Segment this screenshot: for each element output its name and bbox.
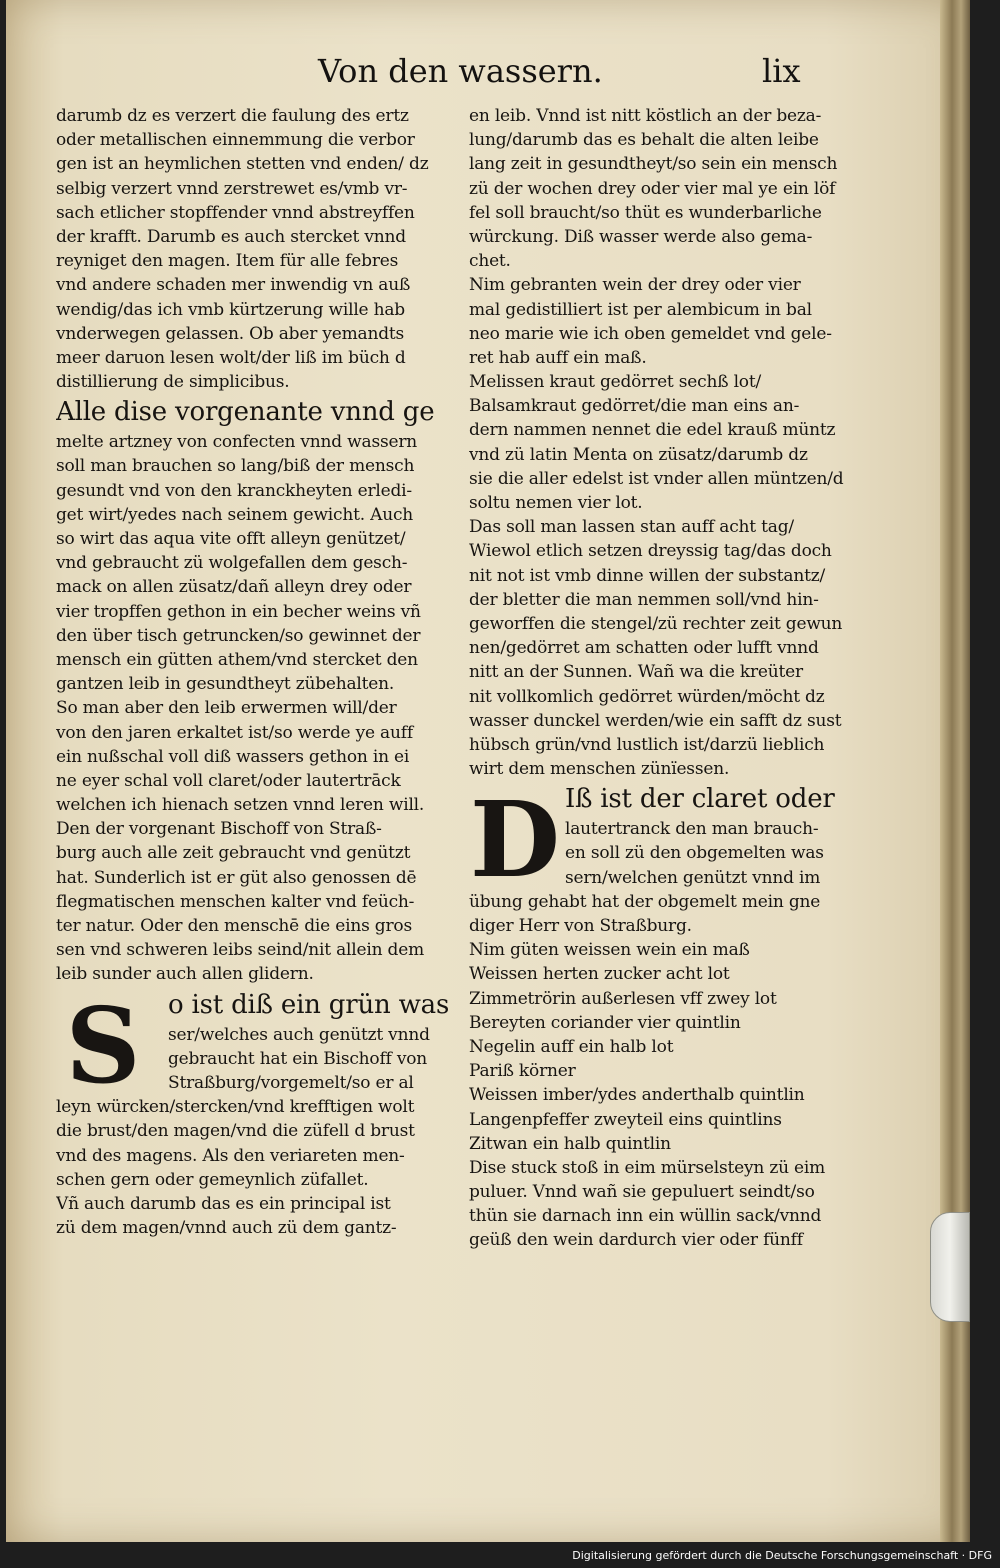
text-line: wasser dunckel werden/wie ein safft dz sust xyxy=(469,710,842,731)
text-line: welchen ich hienach setzen vnnd leren will. xyxy=(56,795,425,816)
text-line: dern nammen nennet die edel krauß müntz xyxy=(469,420,836,441)
recipe-line: Bereyten coriander vier quintlin xyxy=(469,1012,741,1033)
text-line: burg auch alle zeit gebraucht vnd genützt xyxy=(56,843,411,864)
text-line: So man aber den leib erwermen will/der xyxy=(56,698,397,719)
text-line: lautertranck den man brauch- xyxy=(565,819,819,840)
text-line: den über tisch getruncken/so gewinnet der xyxy=(56,625,421,646)
text-line: sie die aller edelst ist vnder allen müntzen/d xyxy=(469,468,844,489)
text-line: nitt an der Sunnen. Wañ wa die kreüter xyxy=(469,662,803,683)
recipe-list xyxy=(469,938,867,1156)
text-line: ter natur. Oder den menschē die eins gros xyxy=(56,916,412,936)
text-line: lung/darumb das es behalt die alten leibe xyxy=(469,130,819,151)
text-line: Melissen kraut gedörret sechß lot/ xyxy=(469,372,762,393)
text-line: Nim gebranten wein der drey oder vier xyxy=(469,275,801,296)
text-line: lang zeit in gesundtheyt/so sein ein mensch xyxy=(469,154,838,175)
text-line: Das soll man lassen stan auff acht tag/ xyxy=(469,517,794,538)
decorated-initial: D xyxy=(469,778,561,902)
text-line: wendig/das ich vmb kürtzerung wille hab xyxy=(56,299,405,320)
text-line: vnderwegen gelassen. Ob aber yemandts xyxy=(56,323,405,344)
text-line: reyniget den magen. Item für alle febres xyxy=(56,251,399,272)
running-title: Von den wassern. xyxy=(318,52,603,90)
recipe-line: Weissen imber/ydes anderthalb quintlin xyxy=(469,1085,805,1106)
text-line: ret hab auff ein maß. xyxy=(469,347,647,368)
paragraph xyxy=(56,394,450,696)
lead-line: Iß ist der claret oder xyxy=(565,784,835,815)
paragraph xyxy=(469,104,867,273)
text-line: darumb dz es verzert die faulung des ertz xyxy=(56,106,409,126)
recipe-line: Negelin auff ein halb lot xyxy=(469,1036,674,1057)
text-line: nit vollkomlich gedörret würden/möcht dz xyxy=(469,686,825,707)
text-line: vier tropffen gethon in ein becher weins vñ xyxy=(56,601,421,622)
text-line: thün sie darnach inn ein wüllin sack/vnnd xyxy=(469,1206,822,1227)
text-line: oder metallischen einnemmung die verbor xyxy=(56,130,415,151)
text-line: vnd gebraucht zü wolgefallen dem gesch- xyxy=(56,553,408,574)
text-line: mensch ein gütten athem/vnd stercket den xyxy=(56,649,418,670)
text-line: Vñ auch darumb das es ein principal ist xyxy=(56,1193,391,1214)
decorated-initial: S xyxy=(65,983,141,1107)
text-line: schen gern oder gemeynlich züfallet. xyxy=(56,1169,369,1190)
digitization-credit: Digitalisierung gefördert durch die Deutsche Forschungsgemeinschaft · DFG xyxy=(568,1547,996,1564)
recipe-line: Nim güten weissen wein ein maß xyxy=(469,940,750,961)
text-line: hübsch grün/vnd lustlich ist/darzü lieblich xyxy=(469,734,825,755)
text-line: gantzen leib in gesundtheyt zübehalten. xyxy=(56,674,395,695)
text-line: melte artzney von confecten vnnd wassern xyxy=(56,432,418,453)
text-line: fel soll braucht/so thüt es wunderbarliche xyxy=(469,202,822,223)
right-column xyxy=(469,104,867,1253)
recipe-line: Pariß körner xyxy=(469,1061,576,1082)
text-line: gebraucht hat ein Bischoff von xyxy=(168,1048,428,1069)
text-line: geüß den wein dardurch vier oder fünff xyxy=(469,1230,803,1251)
book-page xyxy=(6,0,970,1542)
text-line: so wirt das aqua vite offt alleyn genützet/ xyxy=(56,529,406,549)
text-line: wirt dem menschen zünïessen. xyxy=(469,759,730,780)
text-line: die brust/den magen/vnd die züfell d brust xyxy=(56,1121,415,1142)
lead-line: o ist diß ein grün was xyxy=(168,989,450,1020)
recipe-line: Langenpfeffer zweyteil eins quintlins xyxy=(469,1109,782,1130)
text-line: geworffen die stengel/zü rechter zeit gewun xyxy=(469,613,843,634)
text-line: soltu nemen vier lot. xyxy=(469,493,643,513)
paragraph xyxy=(56,1192,450,1240)
text-line: von den jaren erkaltet ist/so werde ye auff xyxy=(56,722,413,743)
text-line: sach etlicher stopffender vnnd abstreyffen xyxy=(56,202,415,223)
paragraph xyxy=(56,696,450,986)
text-line: en soll zü den obgemelten was xyxy=(565,843,824,864)
text-line: sern/welchen genützt vnnd im xyxy=(565,867,821,888)
text-line: leyn würcken/stercken/vnd krefftigen wolt xyxy=(56,1097,415,1118)
text-line: nen/gedörret am schatten oder lufft vnnd xyxy=(469,638,819,659)
text-line: neo marie wie ich oben gemeldet vnd gele- xyxy=(469,323,832,344)
text-line: mal gedistilliert ist per alembicum in bal xyxy=(469,299,812,320)
lead-line: Alle dise vorgenante vnnd ge xyxy=(56,397,435,428)
text-line: ein nußschal voll diß wassers gethon in ei xyxy=(56,746,410,767)
text-line: übung gehabt hat der obgemelt mein gne xyxy=(469,891,821,912)
text-line: diger Herr von Straßburg. xyxy=(469,916,692,936)
text-line: Balsamkraut gedörret/die man eins an- xyxy=(469,396,800,417)
text-line: zü der wochen drey oder vier mal ye ein löf xyxy=(469,178,836,199)
text-line: selbig verzert vnnd zerstrewet es/vmb vr- xyxy=(56,178,408,199)
text-line: vnd andere schaden mer inwendig vn auß xyxy=(56,275,411,296)
text-line: chet. xyxy=(469,251,511,272)
text-line: soll man brauchen so lang/biß der mensch xyxy=(56,456,415,477)
left-column xyxy=(56,104,450,1240)
text-line: gesundt vnd von den kranckheyten erledi- xyxy=(56,480,412,501)
paragraph xyxy=(469,273,867,515)
paragraph xyxy=(56,983,450,1192)
text-line: nit not ist vmb dinne willen der substantz/ xyxy=(469,565,825,586)
paragraph xyxy=(56,104,450,394)
text-line: würckung. Diß wasser werde also gema- xyxy=(469,226,813,247)
text-line: zü dem magen/vnnd auch zü dem gantz- xyxy=(56,1218,397,1239)
text-line: der bletter die man nemmen soll/vnd hin- xyxy=(469,589,819,610)
text-line: Den der vorgenant Bischoff von Straß- xyxy=(56,819,382,840)
folio-number: lix xyxy=(762,52,801,90)
text-line: vnd des magens. Als den veriareten men- xyxy=(56,1145,405,1166)
paragraph xyxy=(469,515,867,781)
text-line: der krafft. Darumb es auch stercket vnnd xyxy=(56,226,406,247)
text-line: sen vnd schweren leibs seind/nit allein dem xyxy=(56,940,424,961)
text-line: puluer. Vnnd wañ sie gepuluert seindt/so xyxy=(469,1182,815,1203)
text-line: Straßburg/vorgemelt/so er al xyxy=(168,1072,414,1093)
text-line: gen ist an heymlichen stetten vnd enden/ dz xyxy=(56,154,429,175)
text-line: ser/welches auch genützt vnnd xyxy=(168,1024,430,1045)
text-line: Wiewol etlich setzen dreyssig tag/das doch xyxy=(469,541,832,562)
text-line: hat. Sunderlich ist er güt also genossen dē xyxy=(56,867,417,888)
paragraph xyxy=(469,1156,867,1253)
page-clip xyxy=(930,1212,970,1322)
recipe-line: Zimmetrörin außerlesen vff zwey lot xyxy=(469,988,777,1009)
text-line: flegmatischen menschen kalter vnd feüch- xyxy=(56,891,415,912)
text-line: ne eyer schal voll claret/oder lautertrāck xyxy=(56,770,401,791)
recipe-line: Zitwan ein halb quintlin xyxy=(469,1133,671,1154)
text-line: distillierung de simplicibus. xyxy=(56,372,290,393)
paragraph xyxy=(469,778,867,938)
text-line: leib sunder auch allen glidern. xyxy=(56,964,314,985)
text-line: get wirt/yedes nach seinem gewicht. Auch xyxy=(56,504,414,525)
text-line: mack on allen züsatz/dañ alleyn drey oder xyxy=(56,577,412,598)
recipe-line: Weissen herten zucker acht lot xyxy=(469,964,730,985)
text-line: en leib. Vnnd ist nitt köstlich an der beza- xyxy=(469,106,822,126)
text-line: meer daruon lesen wolt/der liß im büch d xyxy=(56,347,406,368)
text-line: Dise stuck stoß in eim mürselsteyn zü eim xyxy=(469,1157,826,1178)
text-line: vnd zü latin Menta on züsatz/darumb dz xyxy=(469,444,808,465)
